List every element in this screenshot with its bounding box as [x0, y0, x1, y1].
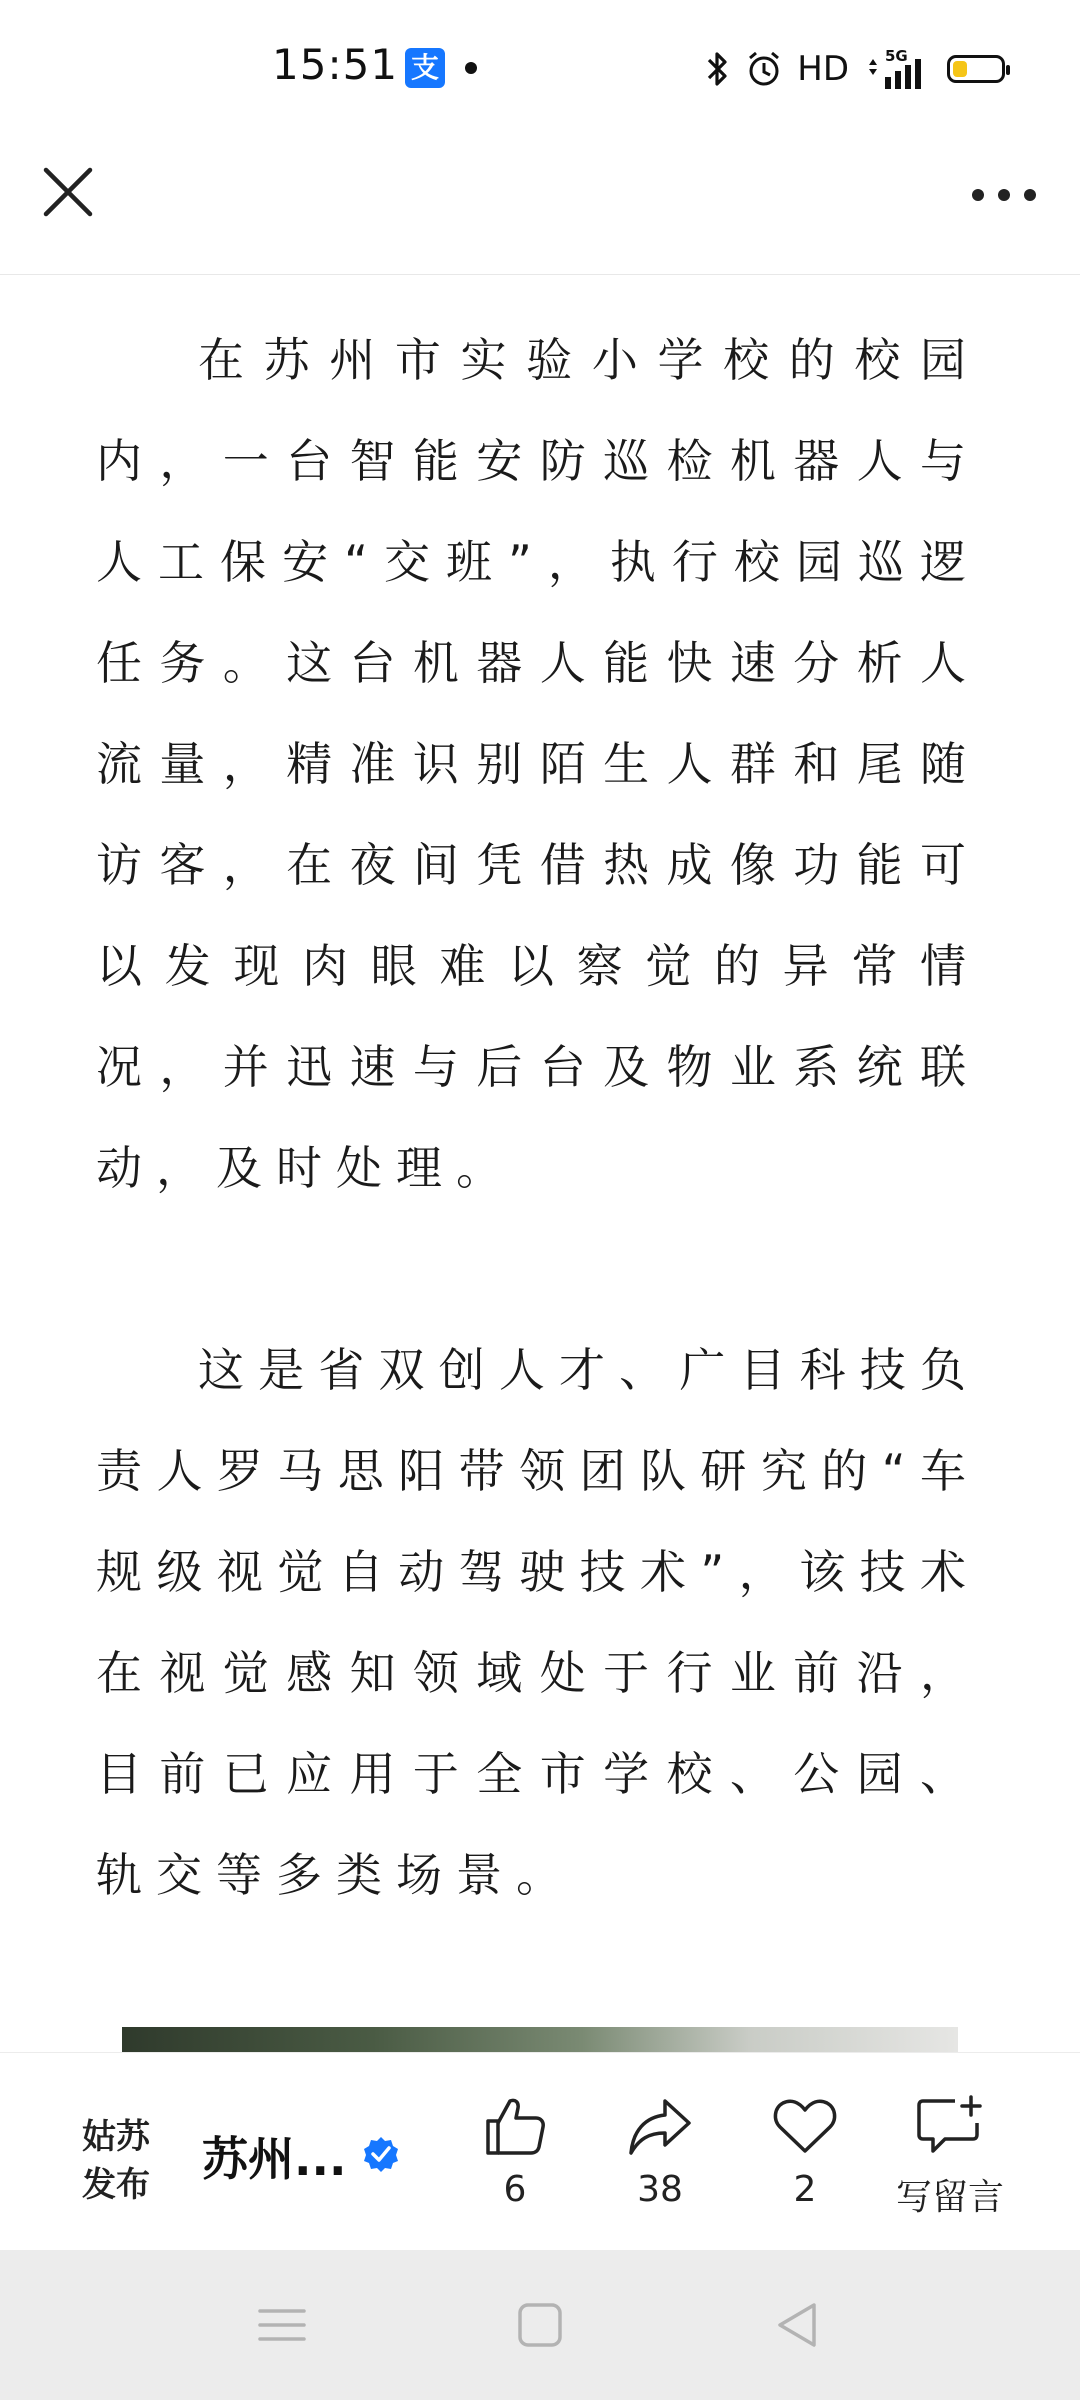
- battery-icon: [947, 55, 1005, 83]
- notification-dot-icon: [465, 62, 477, 74]
- favorite-count: 2: [793, 2169, 817, 2210]
- like-button[interactable]: [445, 2093, 585, 2210]
- svg-text:5G: 5G: [885, 47, 908, 65]
- share-button[interactable]: [590, 2093, 730, 2210]
- heart-icon: [772, 2093, 838, 2159]
- system-nav-bar: [0, 2250, 1080, 2400]
- signal-5g-icon: [863, 47, 933, 91]
- status-time: 15:51: [272, 40, 399, 89]
- comment-add-icon: [915, 2093, 985, 2159]
- thumbs-up-icon: [482, 2093, 548, 2159]
- share-count: 38: [637, 2169, 683, 2210]
- home-square-icon[interactable]: [510, 2295, 570, 2355]
- favorite-button[interactable]: [735, 2093, 875, 2210]
- bottom-action-bar: [0, 2052, 1080, 2251]
- share-arrow-icon: [627, 2093, 693, 2159]
- account-name[interactable]: 苏州...: [202, 2132, 347, 2186]
- bluetooth-icon: [705, 49, 731, 89]
- article-paragraph: 在苏州市实验小学校的校园内，一台智能安防巡检机器人与人工保安“交班”，执行校园巡逻任务。这台机器人能快速分析人流量，精准识别陌生人群和尾随访客，在夜间凭借热成像功能可以发现肉眼难以察觉的异常情况，并迅速与后台及物业系统联动，及时处理。: [96, 333, 980, 1195]
- more-horizontal-icon[interactable]: [964, 170, 1044, 220]
- status-icons: [705, 44, 1005, 94]
- status-bar: [0, 0, 1080, 130]
- alarm-icon: [745, 49, 783, 89]
- account-logo-line: 发布: [82, 2165, 150, 2205]
- like-count: 6: [503, 2169, 527, 2210]
- back-triangle-icon[interactable]: [768, 2295, 828, 2355]
- write-comment-button[interactable]: [880, 2093, 1020, 2220]
- battery-level-fill: [953, 61, 967, 77]
- verified-badge-icon: [362, 2135, 400, 2173]
- article-body: [96, 310, 980, 1926]
- account-logo-line: 姑苏: [82, 2117, 150, 2157]
- alipay-icon: 支: [405, 48, 445, 88]
- write-comment-label: 写留言: [895, 2177, 1004, 2218]
- hd-label: HD: [797, 49, 849, 89]
- article-paragraph: 这是省双创人才、广目科技负责人罗马思阳带领团队研究的“车规级视觉自动驾驶技术”，该技术在视觉感知领域处于行业前沿，目前已应用于全市学校、公园、轨交等多类场景。: [96, 1343, 980, 1902]
- close-icon[interactable]: [36, 160, 100, 224]
- top-nav-bar: [0, 130, 1080, 275]
- menu-icon[interactable]: [252, 2295, 312, 2355]
- account-avatar[interactable]: [72, 2109, 168, 2205]
